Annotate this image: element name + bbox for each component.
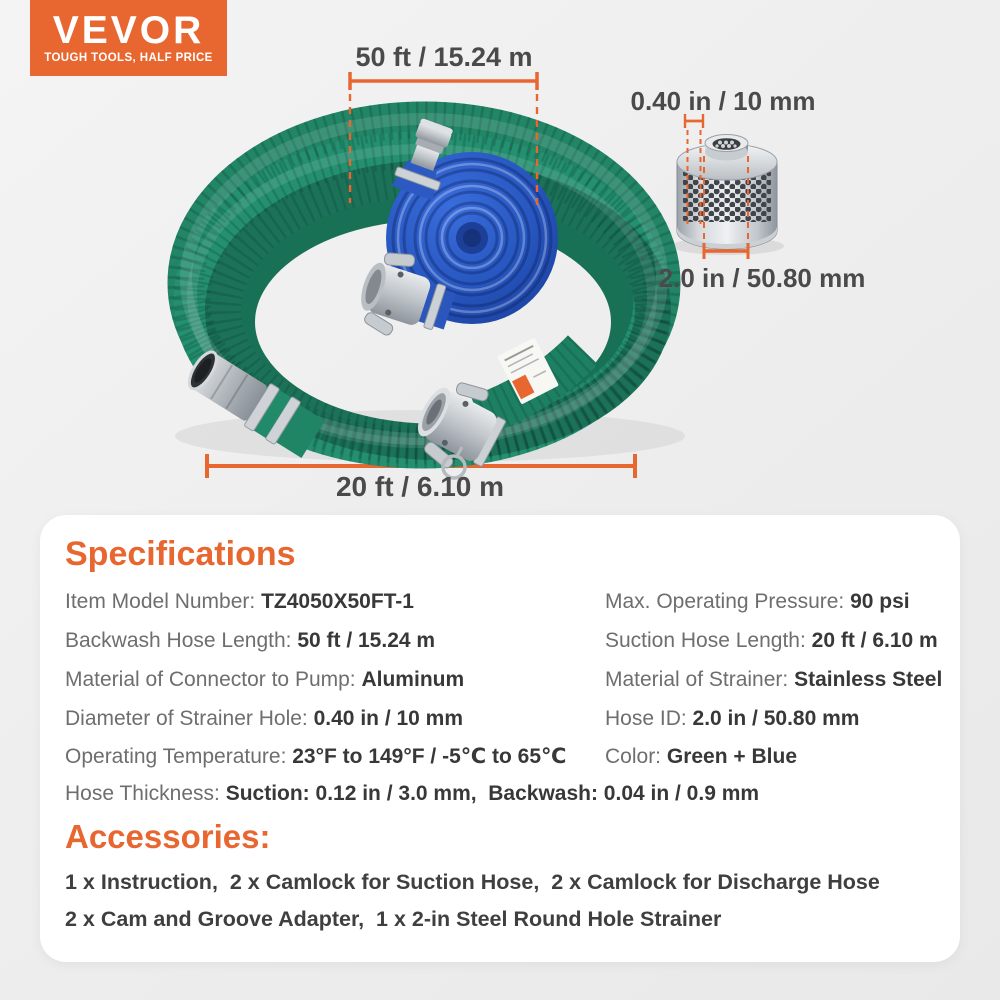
spec-item-model-number: Item Model Number: TZ4050X50FT-1 bbox=[65, 590, 414, 613]
spec-operating-temperature: Operating Temperature: 23°F to 149°F / -5℃ to 65℃ bbox=[65, 745, 567, 768]
spec-color: Color: Green + Blue bbox=[605, 745, 797, 768]
spec-strainer-hole-diameter: Diameter of Strainer Hole: 0.40 in / 10 mm bbox=[65, 707, 464, 730]
spec-max-operating-pressure: Max. Operating Pressure: 90 psi bbox=[605, 590, 910, 613]
spec-hose-thickness: Hose Thickness: Suction: 0.12 in / 3.0 mm, Backwash: 0.04 in / 0.9 mm bbox=[65, 782, 760, 805]
backwash-length-label: 50 ft / 15.24 m bbox=[355, 42, 533, 72]
spec-connector-material: Material of Connector to Pump: Aluminum bbox=[65, 668, 465, 691]
spec-row bbox=[40, 667, 960, 693]
accessories-title: Accessories: bbox=[65, 818, 271, 855]
accessories-line-1: 1 x Instruction, 2 x Camlock for Suction Hose, 2 x Camlock for Discharge Hose bbox=[65, 870, 880, 894]
spec-backwash-hose-length: Backwash Hose Length: 50 ft / 15.24 m bbox=[65, 629, 436, 652]
spec-row bbox=[40, 589, 960, 615]
spec-hose-id: Hose ID: 2.0 in / 50.80 mm bbox=[605, 707, 860, 730]
suction-length-label: 20 ft / 6.10 m bbox=[335, 471, 505, 502]
spec-strainer-material: Material of Strainer: Stainless Steel bbox=[605, 668, 943, 691]
spec-suction-hose-length: Suction Hose Length: 20 ft / 6.10 m bbox=[605, 629, 938, 652]
spec-row bbox=[40, 628, 960, 654]
accessories-line-2: 2 x Cam and Groove Adapter, 1 x 2-in Steel Round Hole Strainer bbox=[65, 907, 722, 931]
spec-row bbox=[40, 781, 960, 807]
specifications-card bbox=[40, 515, 960, 962]
hose-id-label: 2.0 in / 50.80 mm bbox=[658, 263, 866, 293]
brand-tagline: TOUGH TOOLS, HALF PRICE bbox=[44, 52, 213, 64]
brand-name: VEVOR bbox=[52, 9, 205, 52]
spec-row bbox=[40, 706, 960, 732]
strainer-hole-label: 0.40 in / 10 mm bbox=[630, 86, 816, 116]
round-hole-strainer bbox=[677, 135, 777, 250]
specifications-title: Specifications bbox=[65, 535, 296, 573]
spec-row bbox=[40, 744, 960, 770]
